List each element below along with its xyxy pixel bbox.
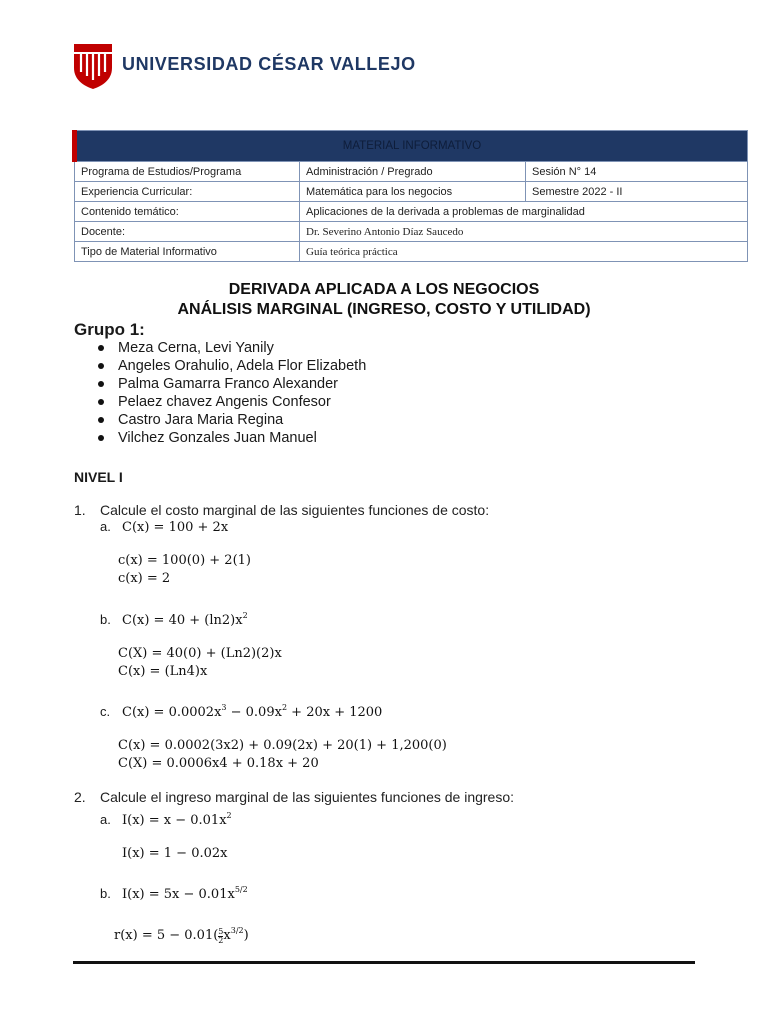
shield-logo-icon [72,42,114,90]
row-extra: Sesión N° 14 [526,162,748,182]
list-item: Angeles Orahulio, Adela Flor Elizabeth [74,357,366,375]
formula: $I(x) = 5x - 0.01x^{5/2}$ [122,885,248,902]
formula: $C(x) = 40 + (\ln 2)x^2$ [122,611,248,628]
item-label: b. [100,612,111,627]
formula: $I(x) = x - 0.01x^2$ [122,811,232,828]
item-1b [100,611,248,628]
row-label: Docente: [75,222,300,242]
list-item: Pelaez chavez Angenis Confesor [74,393,366,411]
document-title: DERIVADA APLICADA A LOS NEGOCIOS [228,281,540,298]
formula-step: C(x) = 0.0002(3x2) + 0.09(2x) + 20(1) + 1,200(0) [118,738,447,753]
formula-step: r(x) = 5 − 0.01( $\frac{5}{2}$ $x^{3/2}$) [114,926,249,945]
group-label: Grupo 1: [74,320,145,339]
row-label: Experiencia Curricular: [75,182,300,202]
table-row [75,242,748,262]
row-value: Guía teórica práctica [300,242,748,262]
formula-step: C(x) = (Ln4)x [118,664,208,679]
item-2b [100,885,248,902]
formula-step: c(x) = 2 [118,571,171,586]
formula: C(x) = 100 + 2x [122,520,229,535]
table-header: MATERIAL INFORMATIVO [75,131,748,162]
row-label: Programa de Estudios/Programa [75,162,300,182]
formula-step: c(x) = 100(0) + 2(1) [118,553,251,568]
table-row [75,202,748,222]
formula-step: I(x) = 1 − 0.02x [122,846,228,861]
table-row [75,222,748,242]
question-text: Calcule el costo marginal de las siguientes funciones de costo: [100,502,490,518]
item-1a [100,519,228,535]
question-2 [74,789,514,805]
row-value: Administración / Pregrado [300,162,526,182]
item-label: a. [100,812,111,827]
table-row [75,162,748,182]
university-logo [72,42,416,90]
list-item: Palma Gamarra Franco Alexander [74,375,366,393]
list-item: Vilchez Gonzales Juan Manuel [74,429,366,447]
formula-step: C(X) = 40(0) + (Ln2)(2)x [118,646,282,661]
row-value: Dr. Severino Antonio Díaz Saucedo [300,222,748,242]
member-list [74,339,366,447]
item-label: b. [100,886,111,901]
item-label: a. [100,519,111,534]
bottom-rule [73,961,695,964]
formula-step: C(X) = 0.0006x4 + 0.18x + 20 [118,756,319,771]
level-heading: NIVEL I [74,469,123,485]
formula: $C(x) = 0.0002x^3 - 0.09x^2 + 20x + 1200$ [122,703,383,720]
material-info-table [72,130,748,262]
item-2a [100,811,232,828]
logo-text: UNIVERSIDAD CÉSAR VALLEJO [122,54,416,74]
question-text: Calcule el ingreso marginal de las siguientes funciones de ingreso: [100,789,515,805]
question-1 [74,502,489,518]
item-label: c. [100,704,111,719]
question-number: 2. [74,789,86,805]
row-label: Tipo de Material Informativo [75,242,300,262]
row-extra: Semestre 2022 - II [526,182,748,202]
table-row [75,182,748,202]
row-value: Matemática para los negocios [300,182,526,202]
list-item: Castro Jara Maria Regina [74,411,366,429]
item-1c [100,703,382,720]
list-item: Meza Cerna, Levi Yanily [74,339,366,357]
row-value: Aplicaciones de la derivada a problemas de marginalidad [300,202,748,222]
question-number: 1. [74,502,86,518]
document-subtitle: ANÁLISIS MARGINAL (INGRESO, COSTO Y UTILIDAD) [177,301,591,318]
row-label: Contenido temático: [75,202,300,222]
